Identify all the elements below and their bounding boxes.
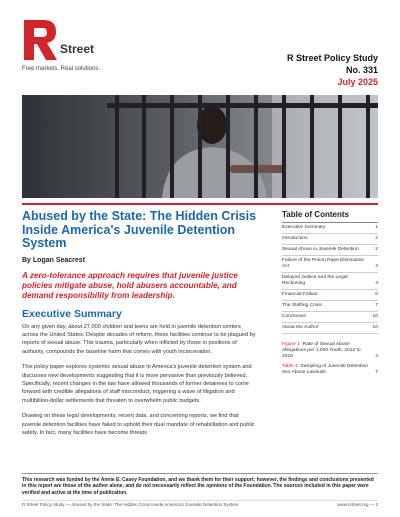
- table-of-contents: [282, 210, 378, 376]
- toc-item-page: 7: [375, 303, 378, 308]
- toc-item-label: Executive Summary: [282, 225, 326, 230]
- toc-item-page: 4: [375, 264, 378, 269]
- toc-item-page: 2: [375, 247, 378, 252]
- main-column: [22, 210, 258, 437]
- summary-lead: A zero-tolerance approach requires that juvenile justice policies mitigate abuse, hold abusers accountable, and demand responsibility from leadership.: [22, 270, 238, 300]
- toc-figure-label: Figure 1:: [282, 342, 302, 347]
- toc-item-label: Sexual Abuse in Juvenile Detention: [282, 247, 359, 252]
- toc-figure-text: Rate of Sexual Abuse Allegations per 1,000 Youth, 2013 to 2018: [282, 342, 361, 359]
- document-title: Abused by the State: The Hidden Crisis Inside America's Juvenile Detention System: [22, 209, 257, 250]
- toc-item-staffing-crisis[interactable]: [282, 301, 378, 312]
- toc-item-legal-reckoning[interactable]: [282, 273, 378, 290]
- study-date: July 2025: [337, 77, 378, 87]
- title-divider: [22, 203, 378, 205]
- toc-item-label: Conclusion: [282, 314, 307, 319]
- footer-rule: [22, 500, 378, 501]
- toc-item-label: About the Author: [282, 325, 319, 330]
- toc-item-financial-fallout[interactable]: [282, 290, 378, 301]
- toc-item-label: Failure of the Prison Rape Elimination Act: [282, 258, 365, 269]
- toc-figure-label: Table 1:: [282, 364, 300, 369]
- paragraph: This policy paper explores systemic sexual abuse in America's juvenile detention system and discusses new developments suggesting that it is more pervasive than previously believed. Specifically, recent changes in the law have allowed thousands of former detainees to come forward with credible allegations of staff misconduct, triggering a wave of litigation and multibillion-dollar settlements that threaten to overwhelm public budgets.: [22, 364, 252, 404]
- toc-item-label: The Staffing Crisis: [282, 303, 322, 308]
- toc-item-page: 10: [372, 314, 378, 319]
- study-series: R Street Policy Study: [286, 53, 378, 63]
- logo-wordmark: Street: [60, 42, 95, 56]
- logo-tagline: Free markets. Real solutions.: [22, 66, 101, 72]
- study-number: No. 331: [345, 65, 378, 75]
- toc-item-label: Introduction: [282, 236, 308, 241]
- cover-photo: [22, 95, 378, 198]
- toc-item-executive-summary[interactable]: [282, 223, 378, 234]
- header: [0, 0, 400, 95]
- toc-item-page: 2: [375, 236, 378, 241]
- toc-item-sexual-abuse[interactable]: [282, 245, 378, 256]
- funding-note: This research was funded by the Annie E. Casey Foundation, and we thank them for their support; however, the findings and conclusions presented in this report are those of the author alone, and do not necessarily reflect the opinions of the Foundation. The sources included in this paper were verified and active at the time of publication.: [22, 473, 378, 496]
- toc-item-about-author[interactable]: [282, 323, 378, 334]
- toc-figure-1[interactable]: [282, 342, 378, 360]
- toc-item-introduction[interactable]: [282, 234, 378, 245]
- toc-item-page: 1: [375, 225, 378, 230]
- footer-citation: R Street Policy Study — Abused by the State: The Hidden Crisis Inside America's Juvenile Detention System: [22, 502, 239, 507]
- page-footer: [22, 500, 378, 509]
- toc-item-prea-failure[interactable]: [282, 256, 378, 273]
- toc-figure-page: 7: [375, 370, 378, 375]
- toc-table-1[interactable]: [282, 364, 378, 376]
- toc-item-page: 4: [375, 281, 378, 286]
- toc-item-label: Financial Fallout: [282, 292, 318, 297]
- footer-site-link[interactable]: www.rstreet.org — 1: [337, 502, 378, 507]
- r-street-logo-icon: [22, 18, 58, 62]
- section-title-executive-summary: Executive Summary: [22, 307, 122, 320]
- toc-title: Table of Contents: [282, 210, 378, 223]
- toc-figure-page: 4: [375, 354, 378, 359]
- toc-item-page: 10: [372, 325, 378, 330]
- paragraph: On any given day, about 27,000 children and teens are held in juvenile detention centers across the United States. Despite decades of reform, these facilities continue to be plagued by reports of sexual abuse. This trauma, particularly when inflicted by those in positions of authority, compounds the baseline harm that comes with youth incarceration.: [22, 323, 256, 355]
- study-info: [287, 52, 378, 88]
- toc-item-conclusion[interactable]: [282, 312, 378, 323]
- author-byline: By Logan Seacrest: [22, 256, 86, 264]
- toc-item-page: 6: [375, 292, 378, 297]
- toc-figure-text: Sampling of Juvenile Detention Sex Abuse Lawsuits: [282, 364, 368, 375]
- detention-cell-photo-icon: [22, 95, 378, 198]
- paragraph: Drawing on these legal developments, recent data, and concerning reports, we find that juvenile detention facilities have failed to uphold their dual mandate of rehabilitation and public safety. In fact, many facilities have become threats: [22, 413, 255, 436]
- toc-item-label: Delayed Justice and the Legal Reckoning: [282, 275, 348, 286]
